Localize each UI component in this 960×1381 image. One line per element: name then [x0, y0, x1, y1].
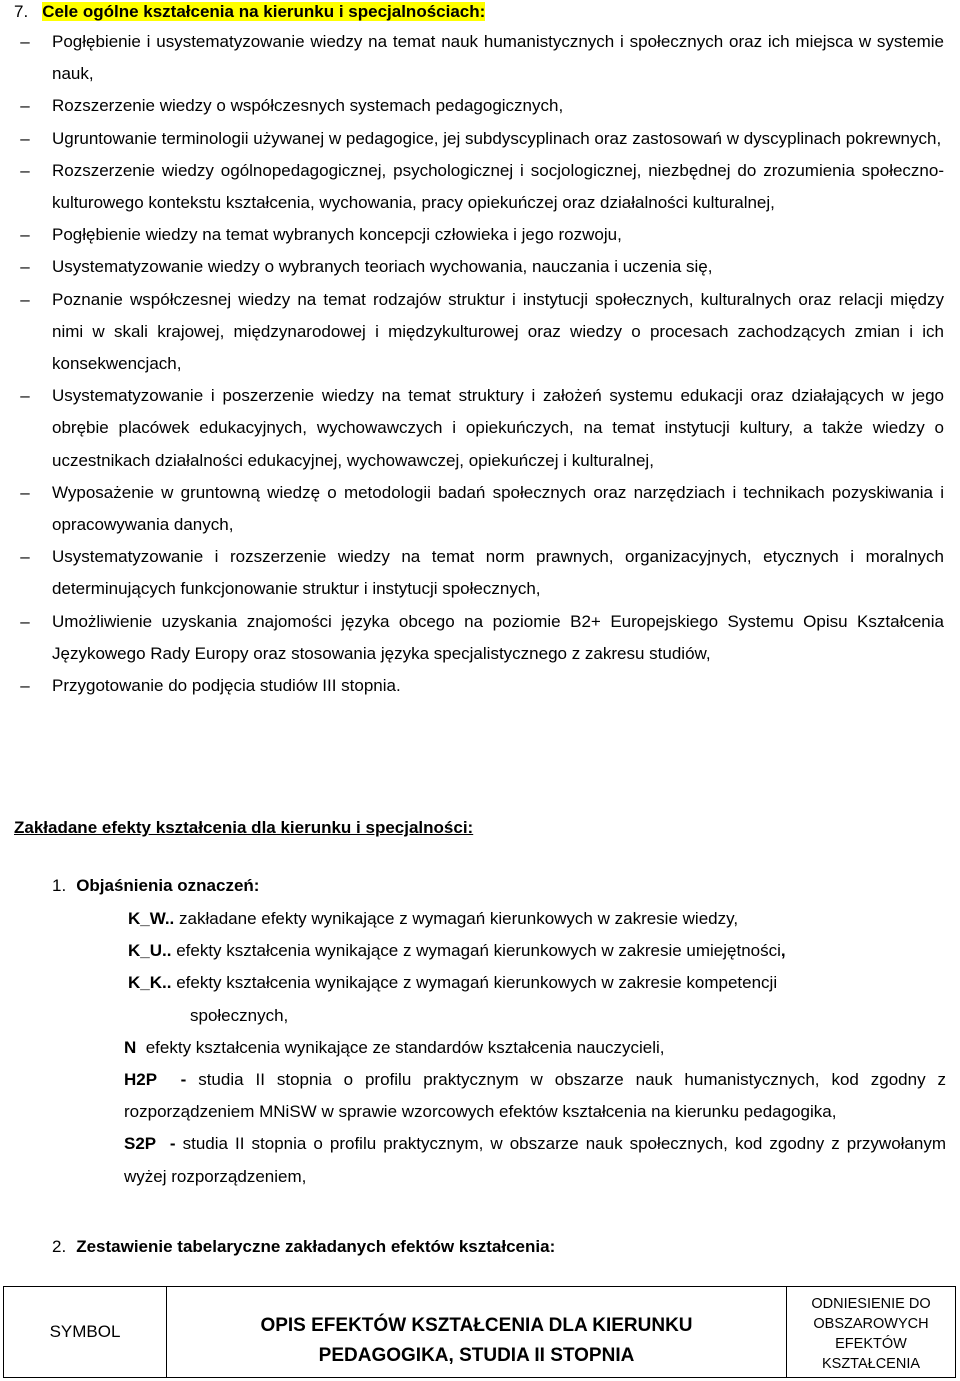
dash-bullet: –	[20, 611, 30, 631]
tabular-heading	[52, 1237, 555, 1257]
list-item: – Przygotowanie do podjęcia studiów III stopnia.	[0, 670, 960, 702]
list-item: – Umożliwienie uzyskania znajomości języka obcego na poziomie B2+ Europejskiego Systemu Opisu Kształcenia Językowego Rady Europy oraz stosowania języka specjalistycznego z zakresu studiów,	[0, 606, 960, 670]
list-item: – Poznanie współczesnej wiedzy na temat rodzajów struktur i instytucji społecznych, kulturalnych oraz relacji między nimi w skali krajowej, międzynarodowej i międzykulturowej oraz wiedzy o procesach zachodzących zmian i ich konsekwencjach,	[0, 284, 960, 381]
symbols-legend	[124, 903, 946, 1193]
dash-bullet: –	[20, 289, 30, 309]
section-7-number: 7.	[14, 2, 29, 21]
column-header-symbol: SYMBOL	[4, 1287, 167, 1378]
dash-bullet: –	[20, 676, 30, 696]
list-item: – Rozszerzenie wiedzy ogólnopedagogicznej, psychologicznej i socjologicznej, niezbędnej do zrozumienia społeczno-kulturowego kontekstu kształcenia, wychowania, pracy opiekuńczej oraz działalności kulturalnej,	[0, 155, 960, 219]
explanations-title: Objaśnienia oznaczeń:	[76, 876, 260, 895]
list-item: – Pogłębienie i usystematyzowanie wiedzy na temat nauk humanistycznych i społecznych oraz ich miejsca w systemie nauk,	[0, 26, 960, 90]
list-item: – Rozszerzenie wiedzy o współczesnych systemach pedagogicznych,	[0, 90, 960, 122]
dash-bullet: –	[20, 257, 30, 277]
dash-bullet: –	[20, 482, 30, 502]
explanations-heading	[52, 876, 259, 896]
legend-item-n: N efekty kształcenia wynikające ze standardów kształcenia nauczycieli,	[124, 1037, 665, 1057]
dash-bullet: –	[20, 96, 30, 116]
legend-item-kw: K_W.. zakładane efekty wynikające z wymagań kierunkowych w zakresie wiedzy,	[128, 909, 739, 928]
list-item: – Ugruntowanie terminologii używanej w pedagogice, jej subdyscyplinach oraz zastosowań w dyscyplinach pokrewnych,	[0, 123, 960, 155]
effects-table	[3, 1286, 956, 1378]
column-header-description: OPIS EFEKTÓW KSZTAŁCENIA DLA KIERUNKU PEDAGOGIKA, STUDIA II STOPNIA	[167, 1287, 787, 1378]
legend-item-ku: K_U.. efekty kształcenia wynikające z wymagań kierunkowych w zakresie umiejętności,	[128, 941, 786, 961]
legend-item-s2p: S2P - studia II stopnia o profilu praktycznym, w obszarze nauk społecznych, kod zgodny z przywołanym wyżej rozporządzeniem,	[124, 1134, 946, 1186]
dash-bullet: –	[20, 386, 30, 406]
list-item: – Usystematyzowanie i poszerzenie wiedzy na temat struktury i założeń systemu edukacji oraz działających w jego obrębie placówek edukacyjnych, wychowawczych i opiekuńczych, na temat instytucji kultury, a także wiedzy o uczestnikach działalności edukacyjnej, wychowawczej, opiekuńczej i kulturalnej,	[0, 380, 960, 477]
legend-item-h2p: H2P - studia II stopnia o profilu praktycznym w obszarze nauk humanistycznych, kod zgodny z rozporządzeniem MNiSW w sprawie wzorcowych efektów kształcenia na kierunku pedagogika,	[124, 1070, 947, 1122]
list-item: – Usystematyzowanie i rozszerzenie wiedzy na temat norm prawnych, organizacyjnych, etycznych i moralnych determinujących funkcjonowanie struktur i instytucji społecznych,	[0, 541, 960, 605]
dash-bullet: –	[20, 547, 30, 567]
list-item: – Wyposażenie w gruntowną wiedzę o metodologii badań społecznych oraz narzędziach i technikach pozyskiwania i opracowywania danych,	[0, 477, 960, 541]
section-7-heading	[14, 2, 485, 22]
legend-item-kk: K_K.. efekty kształcenia wynikające z wymagań kierunkowych w zakresie kompetencji społecznych,	[128, 973, 778, 1025]
dash-bullet: –	[20, 32, 30, 51]
effects-heading: Zakładane efekty kształcenia dla kierunku i specjalności:	[14, 818, 474, 837]
dash-bullet: –	[20, 225, 30, 245]
section-7-title: Cele ogólne kształcenia na kierunku i specjalnościach:	[42, 2, 486, 21]
tabular-number: 2.	[52, 1237, 67, 1256]
dash-bullet: –	[20, 128, 30, 148]
explanations-number: 1.	[52, 876, 67, 895]
tabular-title: Zestawienie tabelaryczne zakładanych efektów kształcenia:	[76, 1237, 556, 1256]
list-item: – Usystematyzowanie wiedzy o wybranych teoriach wychowania, nauczania i uczenia się,	[0, 251, 960, 283]
list-item: – Pogłębienie wiedzy na temat wybranych koncepcji człowieka i jego rozwoju,	[0, 219, 960, 251]
dash-bullet: –	[20, 160, 30, 180]
general-goals-list	[0, 26, 960, 702]
table-header-row	[4, 1287, 956, 1378]
column-header-reference: ODNIESIENIE DO OBSZAROWYCH EFEKTÓW KSZTAŁCENIA	[787, 1287, 956, 1378]
